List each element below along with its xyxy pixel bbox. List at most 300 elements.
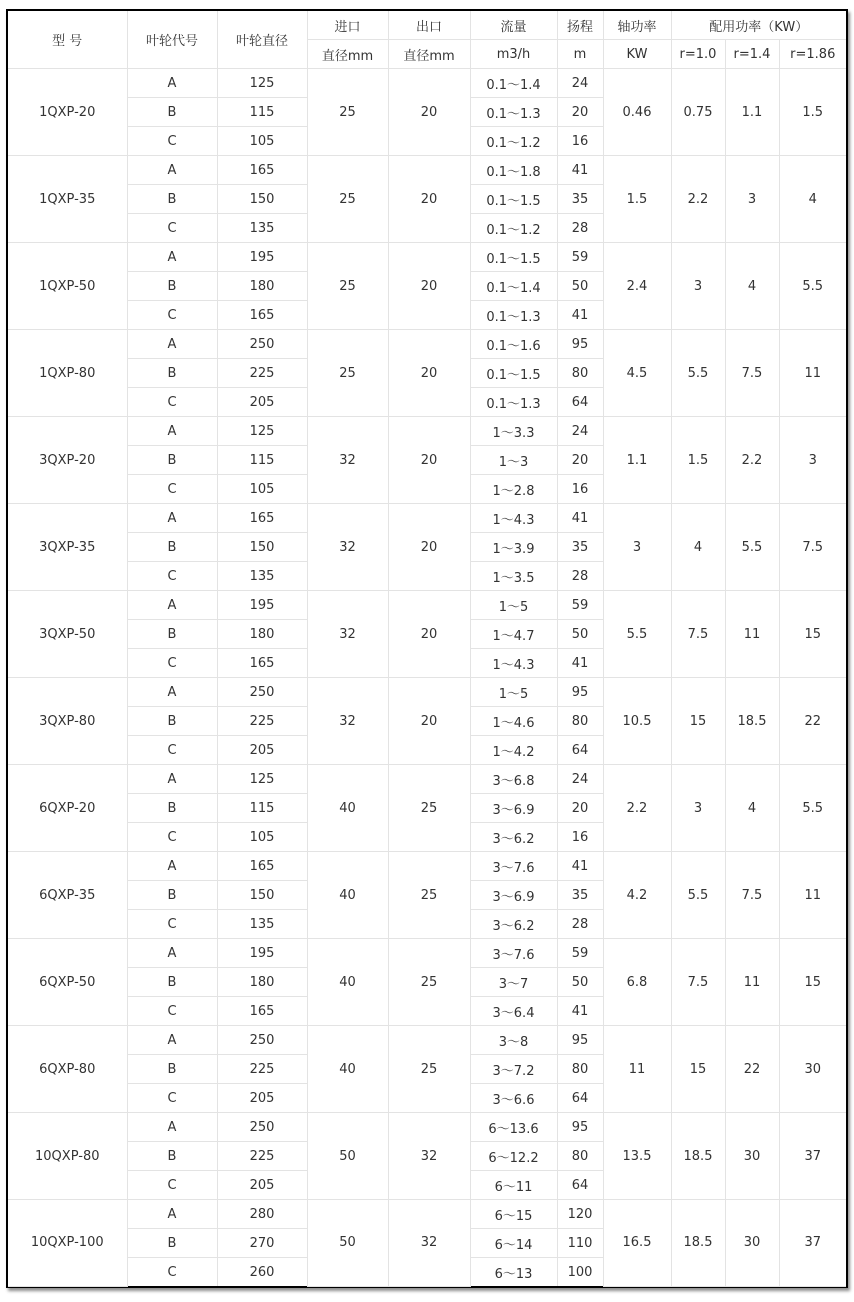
impeller-code-cell: B — [127, 620, 217, 649]
motor-power-r3-cell: 1.5 — [779, 69, 846, 156]
flow-cell: 6～13.6 — [470, 1113, 557, 1142]
inlet-diameter-cell: 32 — [307, 504, 388, 591]
impeller-code-cell: B — [127, 272, 217, 301]
shaft-power-cell: 1.5 — [603, 156, 671, 243]
motor-power-r2-cell: 30 — [725, 1113, 779, 1200]
table-row — [8, 156, 846, 185]
impeller-diameter-cell: 250 — [217, 678, 307, 707]
impeller-code-cell: A — [127, 330, 217, 359]
impeller-code-cell: B — [127, 1229, 217, 1258]
head-cell: 80 — [557, 1142, 603, 1171]
spec-table-frame — [6, 9, 848, 1288]
shaft-power-cell: 6.8 — [603, 939, 671, 1026]
shaft-power-cell: 13.5 — [603, 1113, 671, 1200]
flow-cell: 6～12.2 — [470, 1142, 557, 1171]
impeller-diameter-cell: 250 — [217, 1026, 307, 1055]
motor-power-r2-cell: 11 — [725, 939, 779, 1026]
motor-power-r2-cell: 3 — [725, 156, 779, 243]
impeller-code-cell: B — [127, 185, 217, 214]
header-shaft-power: 轴功率 — [603, 11, 671, 40]
outlet-diameter-cell: 20 — [388, 678, 470, 765]
header-r-1-0: r=1.0 — [671, 40, 725, 69]
motor-power-r3-cell: 15 — [779, 591, 846, 678]
head-cell: 16 — [557, 823, 603, 852]
outlet-diameter-cell: 32 — [388, 1200, 470, 1287]
motor-power-r3-cell: 37 — [779, 1200, 846, 1287]
inlet-diameter-cell: 50 — [307, 1113, 388, 1200]
motor-power-r2-cell: 7.5 — [725, 330, 779, 417]
header-r-1-86: r=1.86 — [779, 40, 846, 69]
header-inlet: 进口 — [307, 11, 388, 40]
impeller-diameter-cell: 165 — [217, 649, 307, 678]
header-outlet-unit: 直径mm — [388, 40, 470, 69]
impeller-diameter-cell: 125 — [217, 69, 307, 98]
flow-cell: 0.1～1.3 — [470, 388, 557, 417]
impeller-diameter-cell: 115 — [217, 794, 307, 823]
flow-cell: 3～6.2 — [470, 823, 557, 852]
outlet-diameter-cell: 25 — [388, 1026, 470, 1113]
motor-power-r1-cell: 5.5 — [671, 852, 725, 939]
model-cell: 1QXP-35 — [8, 156, 127, 243]
header-model: 型 号 — [8, 11, 127, 69]
head-cell: 95 — [557, 1113, 603, 1142]
motor-power-r2-cell: 1.1 — [725, 69, 779, 156]
outlet-diameter-cell: 20 — [388, 69, 470, 156]
motor-power-r1-cell: 18.5 — [671, 1113, 725, 1200]
head-cell: 28 — [557, 562, 603, 591]
inlet-diameter-cell: 40 — [307, 1026, 388, 1113]
motor-power-r2-cell: 7.5 — [725, 852, 779, 939]
head-cell: 35 — [557, 185, 603, 214]
impeller-diameter-cell: 115 — [217, 446, 307, 475]
impeller-diameter-cell: 250 — [217, 330, 307, 359]
impeller-code-cell: B — [127, 881, 217, 910]
impeller-diameter-cell: 250 — [217, 1113, 307, 1142]
table-row — [8, 1026, 846, 1055]
impeller-diameter-cell: 105 — [217, 823, 307, 852]
head-cell: 41 — [557, 649, 603, 678]
outlet-diameter-cell: 20 — [388, 591, 470, 678]
impeller-diameter-cell: 135 — [217, 214, 307, 243]
table-row — [8, 243, 846, 272]
head-cell: 20 — [557, 794, 603, 823]
motor-power-r1-cell: 15 — [671, 678, 725, 765]
model-cell: 6QXP-80 — [8, 1026, 127, 1113]
motor-power-r2-cell: 4 — [725, 765, 779, 852]
inlet-diameter-cell: 25 — [307, 156, 388, 243]
impeller-code-cell: B — [127, 359, 217, 388]
flow-cell: 1～2.8 — [470, 475, 557, 504]
head-cell: 64 — [557, 736, 603, 765]
impeller-diameter-cell: 150 — [217, 881, 307, 910]
impeller-diameter-cell: 150 — [217, 533, 307, 562]
head-cell: 35 — [557, 881, 603, 910]
head-cell: 41 — [557, 504, 603, 533]
head-cell: 20 — [557, 98, 603, 127]
model-cell: 1QXP-50 — [8, 243, 127, 330]
motor-power-r1-cell: 3 — [671, 765, 725, 852]
impeller-code-cell: B — [127, 794, 217, 823]
outlet-diameter-cell: 20 — [388, 417, 470, 504]
motor-power-r3-cell: 3 — [779, 417, 846, 504]
impeller-code-cell: C — [127, 910, 217, 939]
head-cell: 50 — [557, 620, 603, 649]
head-cell: 50 — [557, 968, 603, 997]
flow-cell: 0.1～1.5 — [470, 243, 557, 272]
impeller-code-cell: B — [127, 707, 217, 736]
motor-power-r1-cell: 2.2 — [671, 156, 725, 243]
impeller-diameter-cell: 125 — [217, 417, 307, 446]
motor-power-r3-cell: 7.5 — [779, 504, 846, 591]
head-cell: 41 — [557, 997, 603, 1026]
impeller-diameter-cell: 225 — [217, 707, 307, 736]
impeller-code-cell: A — [127, 1200, 217, 1229]
impeller-code-cell: C — [127, 475, 217, 504]
inlet-diameter-cell: 40 — [307, 765, 388, 852]
impeller-diameter-cell: 195 — [217, 243, 307, 272]
flow-cell: 0.1～1.3 — [470, 98, 557, 127]
impeller-diameter-cell: 180 — [217, 968, 307, 997]
flow-cell: 1～3.9 — [470, 533, 557, 562]
impeller-code-cell: A — [127, 417, 217, 446]
outlet-diameter-cell: 20 — [388, 243, 470, 330]
head-cell: 95 — [557, 330, 603, 359]
head-cell: 59 — [557, 591, 603, 620]
model-cell: 10QXP-80 — [8, 1113, 127, 1200]
header-flow-unit: m3/h — [470, 40, 557, 69]
impeller-code-cell: C — [127, 1084, 217, 1113]
flow-cell: 0.1～1.2 — [470, 127, 557, 156]
flow-cell: 3～7.6 — [470, 852, 557, 881]
head-cell: 16 — [557, 475, 603, 504]
flow-cell: 0.1～1.4 — [470, 69, 557, 98]
motor-power-r1-cell: 7.5 — [671, 939, 725, 1026]
inlet-diameter-cell: 32 — [307, 591, 388, 678]
table-row — [8, 1113, 846, 1142]
flow-cell: 3～6.9 — [470, 881, 557, 910]
outlet-diameter-cell: 20 — [388, 330, 470, 417]
table-row — [8, 591, 846, 620]
flow-cell: 1～3 — [470, 446, 557, 475]
impeller-code-cell: A — [127, 156, 217, 185]
flow-cell: 1～5 — [470, 678, 557, 707]
impeller-code-cell: C — [127, 214, 217, 243]
impeller-diameter-cell: 135 — [217, 910, 307, 939]
table-row — [8, 939, 846, 968]
impeller-code-cell: C — [127, 1258, 217, 1287]
model-cell: 3QXP-80 — [8, 678, 127, 765]
impeller-diameter-cell: 165 — [217, 997, 307, 1026]
head-cell: 95 — [557, 1026, 603, 1055]
flow-cell: 1～4.2 — [470, 736, 557, 765]
motor-power-r1-cell: 7.5 — [671, 591, 725, 678]
impeller-code-cell: A — [127, 765, 217, 794]
impeller-code-cell: A — [127, 243, 217, 272]
flow-cell: 6～15 — [470, 1200, 557, 1229]
motor-power-r1-cell: 4 — [671, 504, 725, 591]
inlet-diameter-cell: 40 — [307, 939, 388, 1026]
head-cell: 80 — [557, 707, 603, 736]
motor-power-r3-cell: 11 — [779, 330, 846, 417]
inlet-diameter-cell: 25 — [307, 330, 388, 417]
flow-cell: 3～6.9 — [470, 794, 557, 823]
head-cell: 120 — [557, 1200, 603, 1229]
shaft-power-cell: 2.2 — [603, 765, 671, 852]
table-row — [8, 765, 846, 794]
flow-cell: 0.1～1.5 — [470, 359, 557, 388]
inlet-diameter-cell: 32 — [307, 417, 388, 504]
table-row — [8, 852, 846, 881]
motor-power-r3-cell: 37 — [779, 1113, 846, 1200]
flow-cell: 1～3.5 — [470, 562, 557, 591]
impeller-code-cell: C — [127, 823, 217, 852]
table-row — [8, 417, 846, 446]
shaft-power-cell: 0.46 — [603, 69, 671, 156]
flow-cell: 0.1～1.2 — [470, 214, 557, 243]
head-cell: 59 — [557, 939, 603, 968]
flow-cell: 3～6.4 — [470, 997, 557, 1026]
flow-cell: 1～4.3 — [470, 504, 557, 533]
flow-cell: 3～7.6 — [470, 939, 557, 968]
impeller-diameter-cell: 195 — [217, 939, 307, 968]
motor-power-r2-cell: 11 — [725, 591, 779, 678]
impeller-code-cell: C — [127, 562, 217, 591]
impeller-code-cell: A — [127, 1113, 217, 1142]
head-cell: 95 — [557, 678, 603, 707]
impeller-diameter-cell: 270 — [217, 1229, 307, 1258]
head-cell: 24 — [557, 417, 603, 446]
header-head-unit: m — [557, 40, 603, 69]
impeller-diameter-cell: 205 — [217, 1084, 307, 1113]
flow-cell: 1～4.3 — [470, 649, 557, 678]
impeller-diameter-cell: 150 — [217, 185, 307, 214]
header-impeller-code: 叶轮代号 — [127, 11, 217, 69]
impeller-code-cell: B — [127, 968, 217, 997]
impeller-diameter-cell: 225 — [217, 1055, 307, 1084]
impeller-code-cell: B — [127, 1055, 217, 1084]
motor-power-r1-cell: 15 — [671, 1026, 725, 1113]
inlet-diameter-cell: 25 — [307, 243, 388, 330]
header-head: 扬程 — [557, 11, 603, 40]
motor-power-r2-cell: 5.5 — [725, 504, 779, 591]
model-cell: 3QXP-20 — [8, 417, 127, 504]
flow-cell: 1～5 — [470, 591, 557, 620]
impeller-code-cell: A — [127, 504, 217, 533]
model-cell: 3QXP-35 — [8, 504, 127, 591]
motor-power-r3-cell: 30 — [779, 1026, 846, 1113]
impeller-diameter-cell: 225 — [217, 359, 307, 388]
impeller-code-cell: C — [127, 388, 217, 417]
head-cell: 24 — [557, 69, 603, 98]
flow-cell: 1～4.6 — [470, 707, 557, 736]
impeller-diameter-cell: 165 — [217, 852, 307, 881]
flow-cell: 6～11 — [470, 1171, 557, 1200]
table-row — [8, 330, 846, 359]
shaft-power-cell: 11 — [603, 1026, 671, 1113]
table-row — [8, 1200, 846, 1229]
head-cell: 16 — [557, 127, 603, 156]
head-cell: 64 — [557, 388, 603, 417]
impeller-diameter-cell: 165 — [217, 156, 307, 185]
flow-cell: 6～13 — [470, 1258, 557, 1287]
header-shaft-power-unit: KW — [603, 40, 671, 69]
motor-power-r2-cell: 4 — [725, 243, 779, 330]
impeller-diameter-cell: 165 — [217, 504, 307, 533]
model-cell: 6QXP-20 — [8, 765, 127, 852]
table-row — [8, 69, 846, 98]
head-cell: 24 — [557, 765, 603, 794]
flow-cell: 0.1～1.8 — [470, 156, 557, 185]
outlet-diameter-cell: 25 — [388, 765, 470, 852]
pump-spec-table — [8, 11, 846, 1287]
flow-cell: 3～6.2 — [470, 910, 557, 939]
table-row — [8, 504, 846, 533]
flow-cell: 3～6.6 — [470, 1084, 557, 1113]
header-r-1-4: r=1.4 — [725, 40, 779, 69]
header-motor-power: 配用功率（KW） — [671, 11, 846, 40]
impeller-code-cell: A — [127, 69, 217, 98]
model-cell: 3QXP-50 — [8, 591, 127, 678]
shaft-power-cell: 4.2 — [603, 852, 671, 939]
motor-power-r2-cell: 2.2 — [725, 417, 779, 504]
impeller-code-cell: A — [127, 678, 217, 707]
header-outlet: 出口 — [388, 11, 470, 40]
shaft-power-cell: 3 — [603, 504, 671, 591]
impeller-diameter-cell: 280 — [217, 1200, 307, 1229]
impeller-code-cell: B — [127, 1142, 217, 1171]
shaft-power-cell: 4.5 — [603, 330, 671, 417]
impeller-code-cell: C — [127, 301, 217, 330]
motor-power-r1-cell: 18.5 — [671, 1200, 725, 1287]
table-row — [8, 678, 846, 707]
impeller-diameter-cell: 180 — [217, 272, 307, 301]
head-cell: 28 — [557, 910, 603, 939]
head-cell: 35 — [557, 533, 603, 562]
impeller-diameter-cell: 105 — [217, 475, 307, 504]
outlet-diameter-cell: 20 — [388, 156, 470, 243]
flow-cell: 6～14 — [470, 1229, 557, 1258]
impeller-code-cell: B — [127, 533, 217, 562]
impeller-code-cell: C — [127, 649, 217, 678]
head-cell: 64 — [557, 1171, 603, 1200]
inlet-diameter-cell: 25 — [307, 69, 388, 156]
table-header — [8, 11, 846, 69]
header-inlet-unit: 直径mm — [307, 40, 388, 69]
flow-cell: 1～3.3 — [470, 417, 557, 446]
motor-power-r1-cell: 0.75 — [671, 69, 725, 156]
impeller-diameter-cell: 115 — [217, 98, 307, 127]
impeller-code-cell: A — [127, 939, 217, 968]
head-cell: 80 — [557, 359, 603, 388]
head-cell: 41 — [557, 852, 603, 881]
flow-cell: 3～6.8 — [470, 765, 557, 794]
model-cell: 1QXP-80 — [8, 330, 127, 417]
flow-cell: 0.1～1.5 — [470, 185, 557, 214]
model-cell: 6QXP-50 — [8, 939, 127, 1026]
impeller-diameter-cell: 135 — [217, 562, 307, 591]
impeller-diameter-cell: 205 — [217, 388, 307, 417]
outlet-diameter-cell: 25 — [388, 939, 470, 1026]
flow-cell: 3～7.2 — [470, 1055, 557, 1084]
flow-cell: 1～4.7 — [470, 620, 557, 649]
impeller-diameter-cell: 180 — [217, 620, 307, 649]
outlet-diameter-cell: 32 — [388, 1113, 470, 1200]
inlet-diameter-cell: 40 — [307, 852, 388, 939]
impeller-diameter-cell: 195 — [217, 591, 307, 620]
model-cell: 6QXP-35 — [8, 852, 127, 939]
impeller-diameter-cell: 225 — [217, 1142, 307, 1171]
head-cell: 64 — [557, 1084, 603, 1113]
impeller-code-cell: C — [127, 127, 217, 156]
impeller-code-cell: B — [127, 446, 217, 475]
impeller-code-cell: A — [127, 591, 217, 620]
impeller-code-cell: C — [127, 736, 217, 765]
head-cell: 50 — [557, 272, 603, 301]
impeller-diameter-cell: 105 — [217, 127, 307, 156]
flow-cell: 0.1～1.4 — [470, 272, 557, 301]
shaft-power-cell: 1.1 — [603, 417, 671, 504]
model-cell: 1QXP-20 — [8, 69, 127, 156]
shaft-power-cell: 2.4 — [603, 243, 671, 330]
impeller-diameter-cell: 125 — [217, 765, 307, 794]
shaft-power-cell: 16.5 — [603, 1200, 671, 1287]
motor-power-r1-cell: 1.5 — [671, 417, 725, 504]
table-body — [8, 69, 846, 1287]
motor-power-r2-cell: 22 — [725, 1026, 779, 1113]
motor-power-r1-cell: 5.5 — [671, 330, 725, 417]
motor-power-r2-cell: 18.5 — [725, 678, 779, 765]
impeller-code-cell: C — [127, 1171, 217, 1200]
motor-power-r3-cell: 11 — [779, 852, 846, 939]
motor-power-r2-cell: 30 — [725, 1200, 779, 1287]
impeller-diameter-cell: 205 — [217, 1171, 307, 1200]
impeller-code-cell: A — [127, 852, 217, 881]
head-cell: 59 — [557, 243, 603, 272]
flow-cell: 0.1～1.3 — [470, 301, 557, 330]
impeller-code-cell: B — [127, 98, 217, 127]
motor-power-r3-cell: 22 — [779, 678, 846, 765]
outlet-diameter-cell: 20 — [388, 504, 470, 591]
flow-cell: 0.1～1.6 — [470, 330, 557, 359]
shaft-power-cell: 5.5 — [603, 591, 671, 678]
flow-cell: 3～7 — [470, 968, 557, 997]
impeller-code-cell: C — [127, 997, 217, 1026]
head-cell: 41 — [557, 301, 603, 330]
outlet-diameter-cell: 25 — [388, 852, 470, 939]
impeller-code-cell: A — [127, 1026, 217, 1055]
header-impeller-diameter: 叶轮直径 — [217, 11, 307, 69]
model-cell: 10QXP-100 — [8, 1200, 127, 1287]
shaft-power-cell: 10.5 — [603, 678, 671, 765]
head-cell: 28 — [557, 214, 603, 243]
motor-power-r3-cell: 5.5 — [779, 243, 846, 330]
inlet-diameter-cell: 32 — [307, 678, 388, 765]
head-cell: 80 — [557, 1055, 603, 1084]
motor-power-r1-cell: 3 — [671, 243, 725, 330]
impeller-diameter-cell: 260 — [217, 1258, 307, 1287]
head-cell: 110 — [557, 1229, 603, 1258]
motor-power-r3-cell: 4 — [779, 156, 846, 243]
impeller-diameter-cell: 165 — [217, 301, 307, 330]
header-flow: 流量 — [470, 11, 557, 40]
inlet-diameter-cell: 50 — [307, 1200, 388, 1287]
impeller-diameter-cell: 205 — [217, 736, 307, 765]
flow-cell: 3～8 — [470, 1026, 557, 1055]
motor-power-r3-cell: 5.5 — [779, 765, 846, 852]
head-cell: 100 — [557, 1258, 603, 1287]
head-cell: 41 — [557, 156, 603, 185]
motor-power-r3-cell: 15 — [779, 939, 846, 1026]
